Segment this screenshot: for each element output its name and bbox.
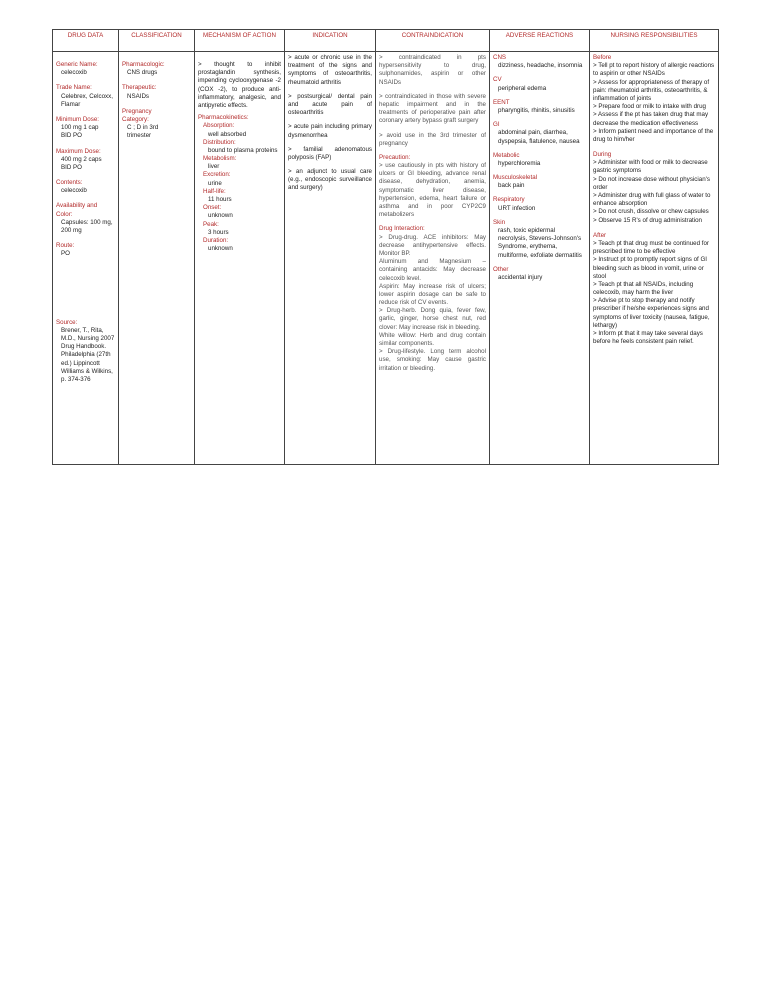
therapeutic-value: NSAIDs xyxy=(127,92,150,100)
adverse-system-label: EENT xyxy=(493,98,510,106)
indication-item: > acute or chronic use in the treatment of the signs and symptoms of osteoarthritis, rheumatoid arthritis xyxy=(288,54,372,86)
cell-nursing-responsibilities xyxy=(590,52,719,465)
source-label: Source: xyxy=(56,318,78,326)
contents-value: celecoxib xyxy=(61,187,87,195)
during-label: During xyxy=(593,151,612,159)
header-adverse-reactions: ADVERSE REACTIONS xyxy=(490,30,590,52)
pregnancy-category-label: Category: xyxy=(122,115,149,123)
cell-contraindication xyxy=(376,52,490,465)
after-label: After xyxy=(593,231,607,239)
distribution-value: bound to plasma proteins xyxy=(208,146,278,154)
nursing-before-item: > Inform patient need and importance of the drug to him/her xyxy=(593,127,714,143)
adverse-system-label: Skin xyxy=(493,218,506,226)
halflife-value: 11 hours xyxy=(208,196,232,203)
adverse-system-label: Musculoskeletal xyxy=(493,174,538,182)
indication-item: > familial adenomatous polyposis (FAP) xyxy=(288,145,372,161)
duration-value: unknown xyxy=(208,245,233,253)
nursing-after-item: > Instruct pt to promptly report signs of GI bleeding such as blood in vomit, urine or stool xyxy=(593,256,708,280)
pregnancy-value: C ; D in 3rd xyxy=(127,124,159,132)
cell-indication xyxy=(285,52,376,465)
pregnancy-label: Pregnancy xyxy=(122,107,152,115)
adverse-system-value: URT infection xyxy=(498,204,536,212)
header-mechanism: MECHANISM OF ACTION xyxy=(195,30,285,52)
absorption-value: well absorbed xyxy=(208,130,247,138)
nursing-during-item: > Administer with food or milk to decrease gastric symptoms xyxy=(593,159,708,175)
interaction-item: > Drug-lifestyle. Long term alcohol use, smoking: May cause gastric irritation or bleeding. xyxy=(379,348,486,372)
indication-item: > postsurgical/ dental pain and acute pain of osteoarthritis xyxy=(288,92,372,117)
contraindication-item: > contraindicated in those with severe hepatic impairment and in the treatments of perioperative pain after coronary artery bypass graft surgery xyxy=(379,92,486,125)
metabolism-label: Metabolism: xyxy=(203,155,237,163)
trade-name-label: Trade Name: xyxy=(56,84,92,92)
peak-value: 3 hours xyxy=(208,228,229,236)
precaution-label: Precaution: xyxy=(379,153,411,161)
halflife-label: Half-life: xyxy=(203,187,226,195)
adverse-system-label: CV xyxy=(493,76,502,84)
pharmacologic-label: Pharmacologic: xyxy=(122,61,165,68)
max-dose-route: BID PO xyxy=(61,163,82,171)
nursing-before-item: > Assess if the pt has taken drug that may decrease the medication effectiveness xyxy=(593,111,709,127)
header-row xyxy=(53,30,719,52)
nursing-after-item: > Advise pt to stop therapy and notify prescriber if he/she experiences signs and symptoms of liver toxicity (nausea, fatigue, lethargy) xyxy=(593,297,710,329)
onset-label: Onset: xyxy=(203,204,222,212)
header-indication: INDICATION xyxy=(285,30,376,52)
min-dose-label: Minimum Dose: xyxy=(56,115,99,123)
adverse-system-label: CNS xyxy=(493,54,507,61)
adverse-system-value: pharyngitis, rhinitis, sinusitis xyxy=(498,106,575,114)
peak-label: Peak: xyxy=(203,220,219,228)
source-value: Brener, T., Rita, M.D., Nursing 2007 Drug Handbook. Philadelphia (27th ed.) Lippincott Williams & Wilkins, p. 374-376 xyxy=(61,326,115,383)
therapeutic-label: Therapeutic: xyxy=(122,84,157,92)
max-dose-label: Maximum Dose: xyxy=(56,147,101,155)
min-dose-value: 100 mg 1 cap xyxy=(61,124,99,132)
cell-drug-data xyxy=(53,52,119,465)
pharmacokinetics-label: Pharmacokinetics: xyxy=(198,114,249,122)
cell-mechanism xyxy=(195,52,285,465)
header-contraindication: CONTRAINDICATION xyxy=(376,30,490,52)
header-classification: CLASSIFICATION xyxy=(119,30,195,52)
interaction-item: > Drug-drug. ACE inhibitors: May decrease antihypertensive effects. Monitor BP. xyxy=(379,233,486,257)
contraindication-item: > avoid use in the 3rd trimester of pregnancy xyxy=(379,131,486,147)
absorption-label: Absorption: xyxy=(203,122,235,130)
nursing-after-item: > Teach pt that all NSAIDs, including celecoxib, may harm the liver xyxy=(593,280,694,297)
distribution-label: Distribution: xyxy=(203,138,236,146)
adverse-system-value: back pain xyxy=(498,182,525,190)
generic-name-label: Generic Name: xyxy=(56,61,98,68)
availability-label: Availability and xyxy=(56,202,98,210)
interaction-item: > Drug-herb. Dong quia, fever few, garlic, ginger, horse chest nut, red clover: May increase risk in bleeding. xyxy=(379,307,486,331)
nursing-during-item: > Observe 15 R's of drug administration xyxy=(593,216,703,224)
nursing-during-item: > Administer drug with full glass of water to enhance absorption xyxy=(593,192,711,208)
nursing-before-item: > Prepare food or milk to intake with drug xyxy=(593,103,706,111)
adverse-system-value: rash, toxic epidermal necrolysis, Stevens-Johnson's Syndrome, erythema, multiforme, exfoliate dermatitis xyxy=(498,227,582,259)
interaction-item: Aspirin: May increase risk of ulcers; lower aspirin dosage can be safe to reduce risk of CV events. xyxy=(379,282,486,307)
availability-color-label: Color: xyxy=(56,210,73,218)
body-row xyxy=(53,52,719,465)
precaution-text: > use cautiously in pts with history of ulcers or GI bleeding, advance renal disease, dehydration, anemia, symptomatic liver disease, hypertension, edema, heart failure or asthma and in poor CYP2C9 metabolizers xyxy=(379,162,486,219)
adverse-system-value: accidental injury xyxy=(498,273,543,281)
nursing-after-item: > Teach pt that drug must be continued for prescribed time to be effective xyxy=(593,239,709,256)
max-dose-value: 400 mg 2 caps xyxy=(61,155,102,163)
cell-classification xyxy=(119,52,195,465)
onset-value: unknown xyxy=(208,212,233,220)
availability-value: Capsules: 100 mg, 200 mg xyxy=(61,218,113,234)
adverse-system-label: Other xyxy=(493,265,509,273)
route-value: PO xyxy=(61,250,70,258)
nursing-during-item: > Do not crush, dissolve or chew capsules xyxy=(593,208,709,216)
mechanism-text: > thought to inhibit prostaglandin synthesis, impending cyclooxygenase -2 (COX -2), to produce anti-inflammatory, analgesic, and antipyretic effects. xyxy=(198,61,281,109)
trade-name-value: Celebrex, Celcoxx, Flamar xyxy=(61,92,113,108)
min-dose-route: BID PO xyxy=(61,132,82,140)
drug-interaction-label: Drug Interaction: xyxy=(379,225,425,233)
pregnancy-value-trimester: trimester xyxy=(127,132,152,140)
before-label: Before xyxy=(593,54,612,61)
nursing-during-item: > Do not increase dose without physician's order xyxy=(593,175,710,191)
drug-study-table xyxy=(52,29,719,465)
interaction-item: Aluminum and Magnesium – containing antacids: May decrease celecoxib level. xyxy=(379,258,486,282)
cell-adverse-reactions xyxy=(490,52,590,465)
adverse-system-value: dizziness, headache, insomnia xyxy=(498,62,583,70)
route-label: Route: xyxy=(56,242,75,250)
generic-name-value: celecoxib xyxy=(61,69,87,77)
nursing-before-item: > Assess for appropriateness of therapy of pain: rheumatoid arthritis, osteoarthritis, & inflammation of joints xyxy=(593,78,710,102)
pharmacologic-value: CNS drugs xyxy=(127,69,158,77)
excretion-value: urine xyxy=(208,179,222,187)
nursing-before-item: > Tell pt to report history of allergic reactions to aspirin or other NSAIDs xyxy=(593,62,715,78)
contents-label: Contents: xyxy=(56,179,83,187)
header-drug-data: DRUG DATA xyxy=(53,30,119,52)
indication-item: > acute pain including primary dysmenorrhea xyxy=(288,123,372,139)
adverse-system-label: Respiratory xyxy=(493,196,525,204)
adverse-system-value: hyperchloremia xyxy=(498,159,541,167)
interaction-item: White willow: Herb and drug contain similar components. xyxy=(379,331,486,347)
metabolism-value: liver xyxy=(208,163,220,171)
contraindication-item: > contraindicated in pts hypersensitivity to drug, sulphonamides, aspirin or other NSAIDs xyxy=(379,54,486,86)
indication-item: > an adjunct to usual care (e.g., endoscopic surveillance and surgery) xyxy=(288,168,372,192)
adverse-system-label: GI xyxy=(493,121,500,129)
adverse-system-value: abdominal pain, diarrhea, dyspepsia, flatulence, nausea xyxy=(498,129,580,145)
nursing-after-item: > Inform pt that it may take several days before he feels consistent pain relief. xyxy=(593,330,703,346)
duration-label: Duration: xyxy=(203,236,229,244)
excretion-label: Excretion: xyxy=(203,171,231,179)
adverse-system-value: peripheral edema xyxy=(498,84,547,92)
header-nursing-responsibilities: NURSING RESPONSIBILITIES xyxy=(590,30,719,52)
adverse-system-label: Metabolic xyxy=(493,151,520,159)
